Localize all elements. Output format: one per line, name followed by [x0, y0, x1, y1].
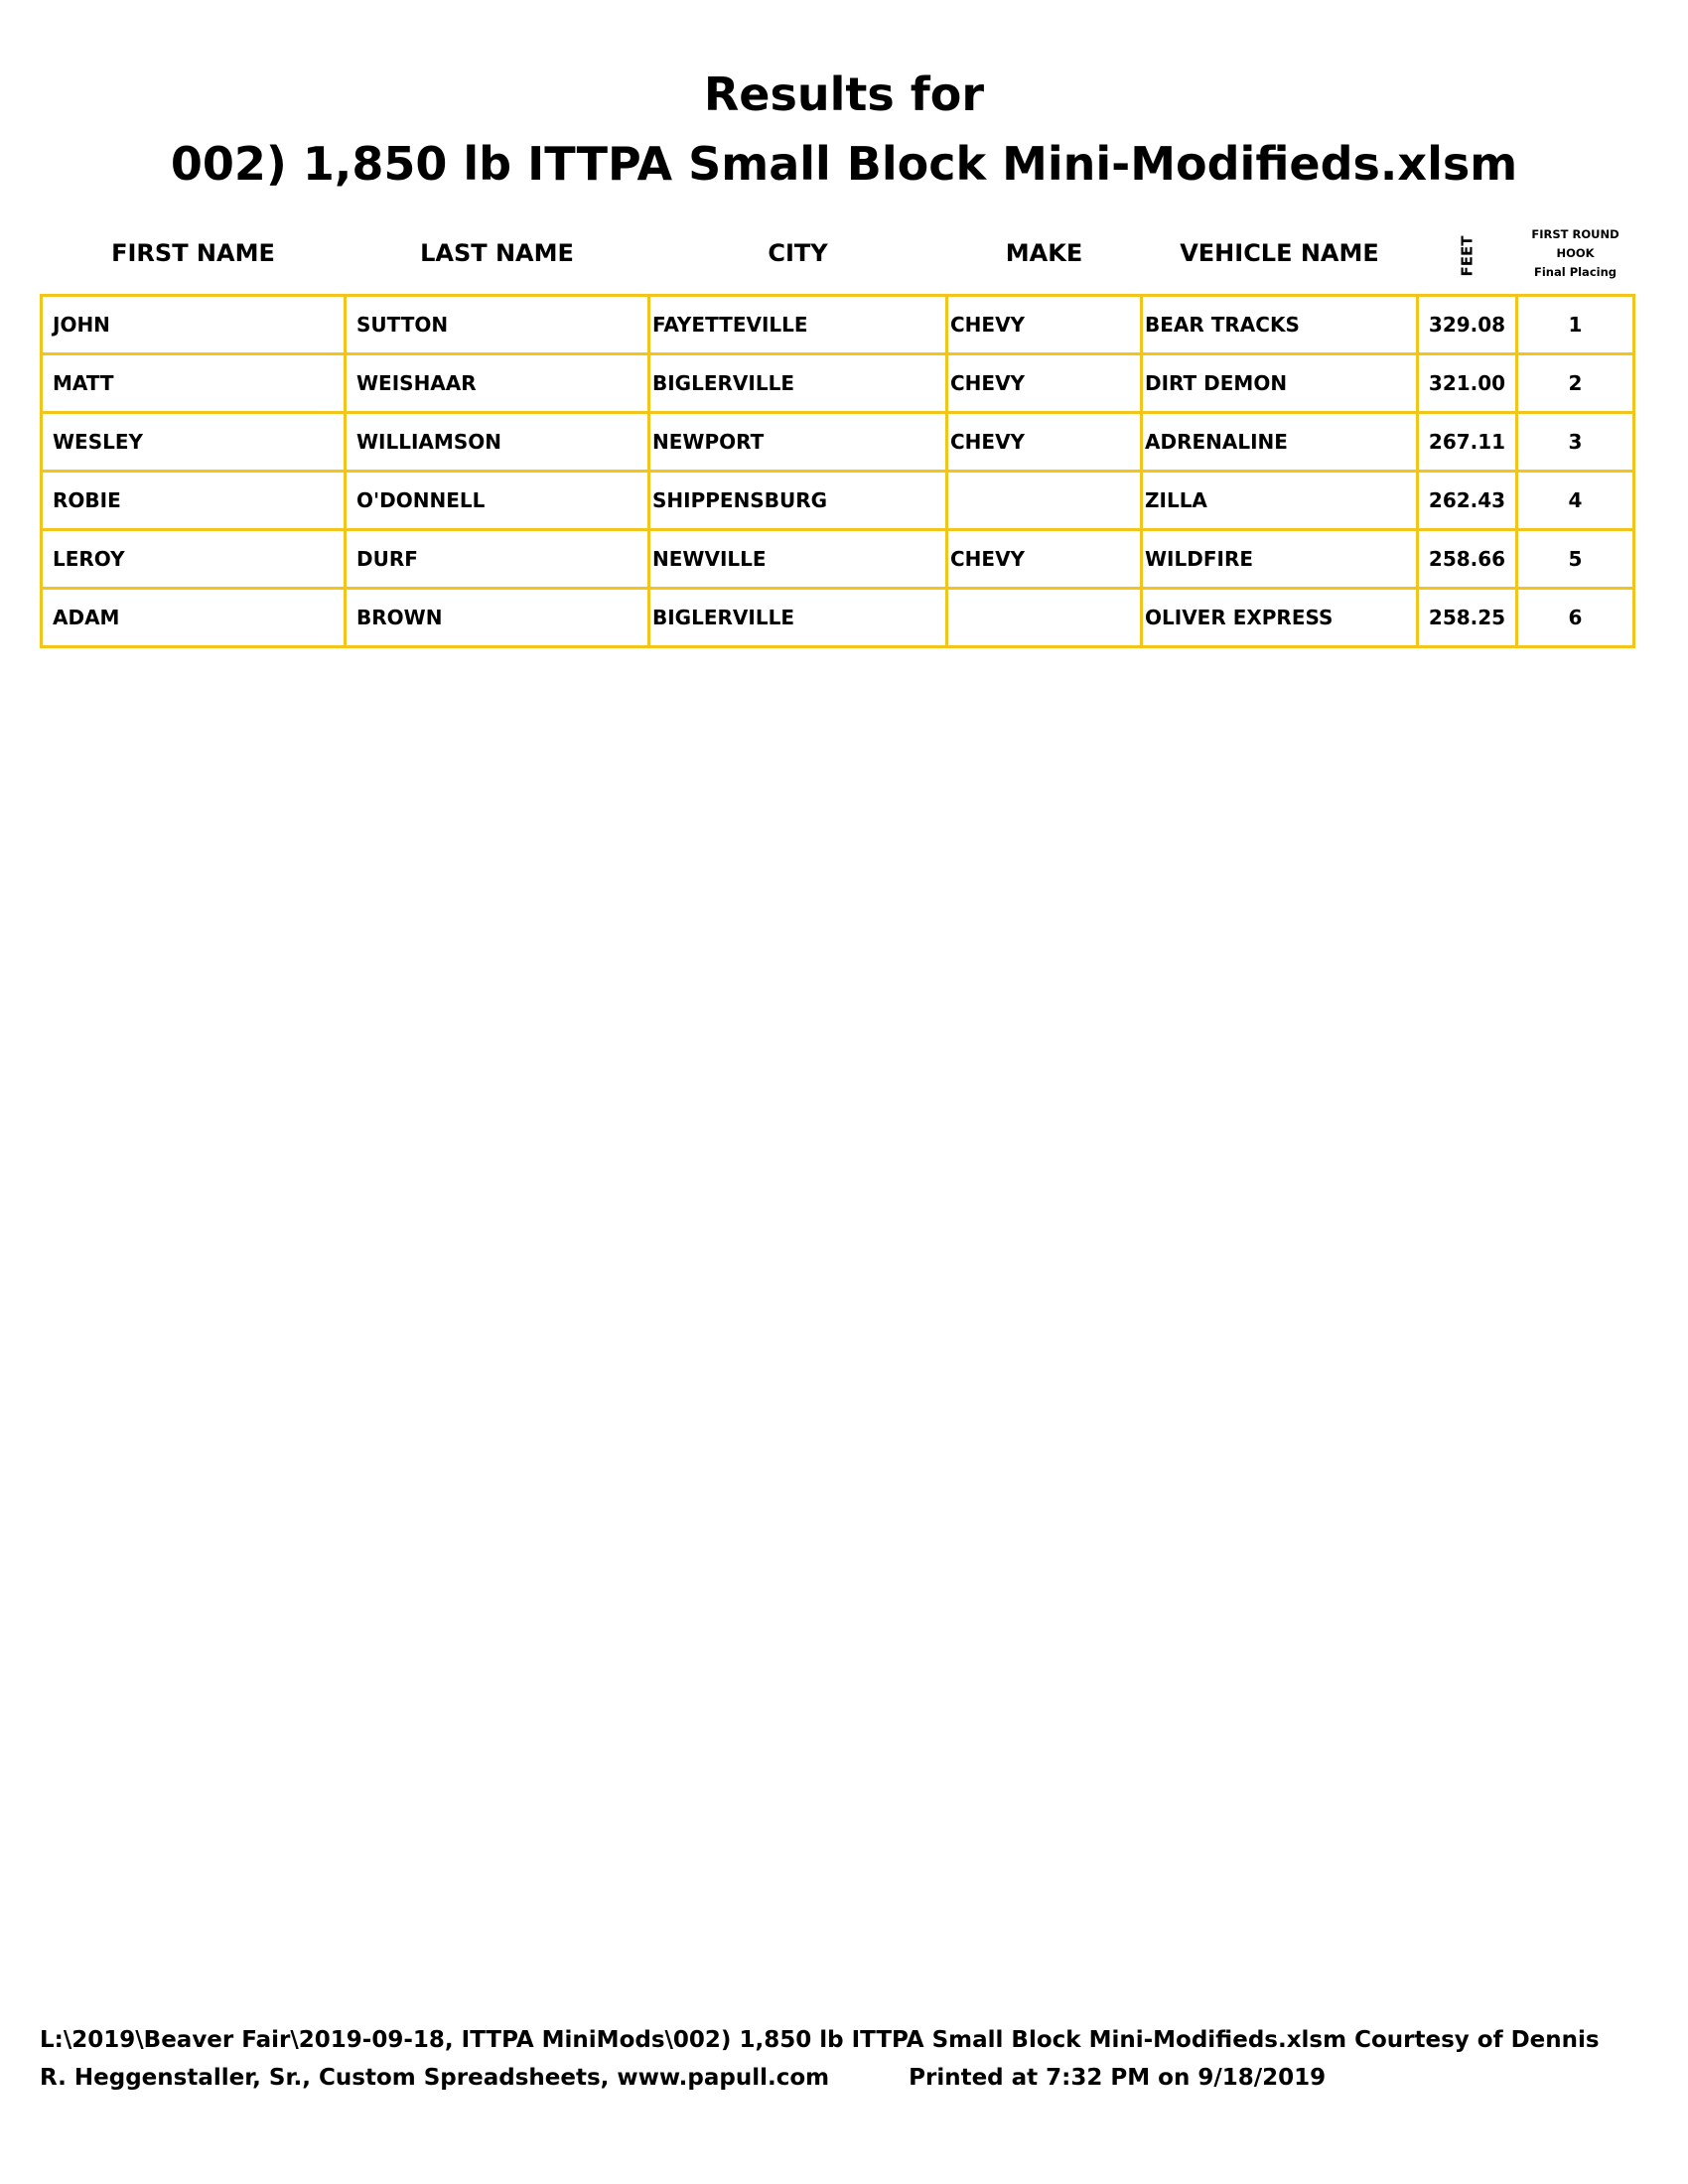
- footer-printed-timestamp: Printed at 7:32 PM on 9/18/2019: [909, 2065, 1327, 2091]
- cell-make: CHEVY: [947, 413, 1142, 472]
- cell-city: SHIPPENSBURG: [649, 472, 947, 530]
- cell-last-name: BROWN: [346, 589, 649, 647]
- cell-make: CHEVY: [947, 296, 1142, 354]
- cell-place: 2: [1517, 354, 1634, 413]
- header-city: CITY: [768, 239, 828, 267]
- cell-feet: 258.25: [1418, 589, 1517, 647]
- cell-last-name: WILLIAMSON: [346, 413, 649, 472]
- footer-credit-line: [40, 2059, 1648, 2097]
- page-footer: [40, 2021, 1648, 2097]
- header-placing-line3: Final Placing: [1534, 264, 1617, 279]
- cell-first-name: JOHN: [42, 296, 346, 354]
- header-placing-line1: FIRST ROUND: [1531, 226, 1619, 241]
- cell-feet: 321.00: [1418, 354, 1517, 413]
- cell-place: 4: [1517, 472, 1634, 530]
- header-make: MAKE: [1005, 239, 1083, 267]
- cell-place: 5: [1517, 530, 1634, 589]
- cell-last-name: SUTTON: [346, 296, 649, 354]
- cell-city: FAYETTEVILLE: [649, 296, 947, 354]
- cell-feet: 267.11: [1418, 413, 1517, 472]
- cell-vehicle-name: ADRENALINE: [1142, 413, 1418, 472]
- cell-city: NEWPORT: [649, 413, 947, 472]
- table-row: [42, 296, 1634, 354]
- cell-city: BIGLERVILLE: [649, 589, 947, 647]
- cell-feet: 329.08: [1418, 296, 1517, 354]
- title-results-for: Results for: [703, 68, 985, 121]
- cell-place: 1: [1517, 296, 1634, 354]
- footer-courtesy: R. Heggenstaller, Sr., Custom Spreadsheets, www.papull.com: [40, 2065, 830, 2091]
- cell-make: CHEVY: [947, 354, 1142, 413]
- table-row: [42, 530, 1634, 589]
- cell-feet: 258.66: [1418, 530, 1517, 589]
- table-row: [42, 354, 1634, 413]
- results-table: [40, 212, 1635, 648]
- header-final-placing: [1517, 212, 1634, 296]
- table-header-row: [42, 212, 1634, 296]
- cell-place: 3: [1517, 413, 1634, 472]
- cell-make: [947, 472, 1142, 530]
- page-title: [0, 64, 1688, 195]
- header-first-name: FIRST NAME: [111, 239, 275, 267]
- cell-place: 6: [1517, 589, 1634, 647]
- cell-make: [947, 589, 1142, 647]
- cell-first-name: MATT: [42, 354, 346, 413]
- cell-first-name: ROBIE: [42, 472, 346, 530]
- cell-vehicle-name: BEAR TRACKS: [1142, 296, 1418, 354]
- cell-last-name: O'DONNELL: [346, 472, 649, 530]
- header-feet-label: FEET: [1458, 235, 1477, 277]
- cell-last-name: WEISHAAR: [346, 354, 649, 413]
- table-row: [42, 589, 1634, 647]
- header-vehicle-name: VEHICLE NAME: [1180, 239, 1379, 267]
- cell-first-name: ADAM: [42, 589, 346, 647]
- cell-make: CHEVY: [947, 530, 1142, 589]
- cell-city: NEWVILLE: [649, 530, 947, 589]
- title-class-name: 002) 1,850 lb ITTPA Small Block Mini-Modifieds.xlsm: [170, 137, 1518, 191]
- cell-first-name: LEROY: [42, 530, 346, 589]
- table-row: [42, 413, 1634, 472]
- cell-city: BIGLERVILLE: [649, 354, 947, 413]
- cell-vehicle-name: DIRT DEMON: [1142, 354, 1418, 413]
- cell-vehicle-name: OLIVER EXPRESS: [1142, 589, 1418, 647]
- cell-first-name: WESLEY: [42, 413, 346, 472]
- cell-last-name: DURF: [346, 530, 649, 589]
- header-last-name: LAST NAME: [420, 239, 574, 267]
- cell-feet: 262.43: [1418, 472, 1517, 530]
- header-placing-line2: HOOK: [1556, 245, 1595, 260]
- cell-vehicle-name: WILDFIRE: [1142, 530, 1418, 589]
- table-row: [42, 472, 1634, 530]
- cell-vehicle-name: ZILLA: [1142, 472, 1418, 530]
- header-feet: [1418, 212, 1517, 296]
- footer-file-path: L:\2019\Beaver Fair\2019-09-18, ITTPA MiniMods\002) 1,850 lb ITTPA Small Block Mini-Modifieds.xlsm Courtesy of Dennis: [40, 2027, 1600, 2053]
